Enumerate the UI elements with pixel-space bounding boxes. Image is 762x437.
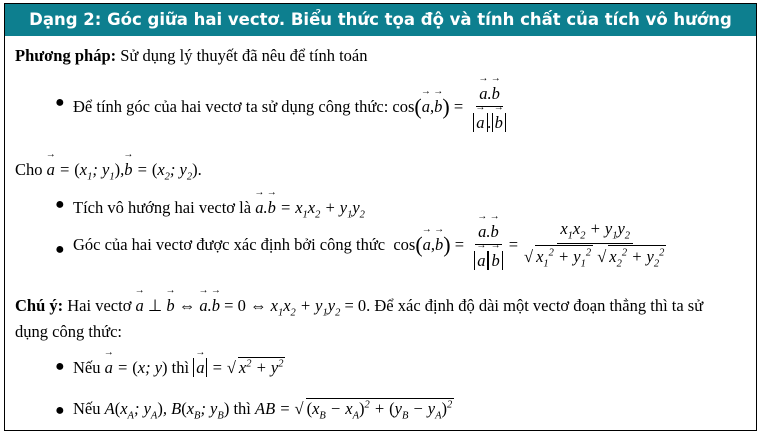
bullet-text: Góc của hai vectơ được xác định bởi công thức: [73, 234, 386, 254]
bullet-text: Để tính góc của hai vectơ ta sử dụng công thức:: [73, 96, 389, 116]
formula-dot-product: → $a.\to b = x_1x_2 + y_1y_2$: [255, 198, 365, 217]
note-text: Hai vectơ: [67, 296, 132, 315]
formula-perpendicular: → a ⊥ → b ⇔ → a.→ b = 0 ⇔ $x_1x_2 + y_1y_2 = 0$: [136, 296, 367, 315]
bullet-then: thì: [171, 358, 190, 377]
bullet-angle-formula: [73, 80, 512, 134]
section-title: Dạng 2: Góc giữa hai vectơ. Biểu thức tọa độ và tính chất của tích vô hướng: [29, 10, 732, 29]
section-header: [5, 4, 756, 36]
note-label: Chú ý:: [15, 296, 64, 315]
given-vectors: → $a = (x_1$; $y_1),\to b = (x_2$; $y_2$).: [47, 160, 202, 179]
formula-cos: cos(→ a,→ b) =: [392, 97, 467, 116]
bullet-dot: ●: [55, 241, 65, 258]
method-line: [15, 46, 368, 66]
formula-fraction: → a.→ b → a→ b: [471, 218, 506, 272]
formula-points: $A(x_A$; $y_A$), $B(x_B$; $y_B$): [104, 399, 230, 422]
bullet-text: Tích vô hướng hai vectơ là: [73, 198, 252, 217]
formula-distance: AB = √ $(x_B - x_A)^2 + (y_B - y_A)^2$: [254, 399, 453, 422]
formula-fraction-coords: $\frac{x_1x_2 + y_1y_2}{√ x_1^2 + y_1^2 √ x_2^2 + y_2^2}$: [521, 219, 669, 272]
formula-length: → a = √ $x^2 + y^2$: [193, 358, 285, 377]
note-text: dụng công thức:: [15, 322, 123, 341]
note-line: [15, 292, 703, 318]
note-text: . Để xác định độ dài một vectơ đoạn thẳng thì ta sử: [366, 296, 704, 315]
note-line-2: [15, 322, 122, 342]
bullet-dot: ●: [55, 94, 65, 111]
method-label: Phương pháp:: [15, 46, 117, 65]
content-box: [4, 3, 757, 431]
bullet-then: thì: [233, 399, 251, 418]
bullet-dot-product: [73, 194, 365, 220]
bullet-segment-length: [73, 398, 454, 421]
formula-vector: → a = (x; y): [105, 358, 168, 377]
formula-cos: cos(→ a,→ b) =: [389, 235, 468, 254]
bullet-dot: ●: [55, 402, 65, 419]
bullet-vector-length: [73, 354, 285, 378]
bullet-dot: ●: [55, 196, 65, 213]
given-line: [15, 156, 202, 182]
given-label: Cho: [15, 160, 43, 179]
bullet-dot: ●: [55, 358, 65, 375]
bullet-if: Nếu: [73, 399, 101, 418]
formula-fraction: → a.→ b → a .→ b: [470, 80, 509, 134]
method-text: Sử dụng lý thuyết đã nêu để tính toán: [120, 46, 368, 65]
bullet-if: Nếu: [73, 358, 101, 377]
bullet-angle-coords: Góc của hai vectơ được xác định bởi công thức cos(→ a,→ b) = → a.→ b → a→ b = $\frac{x_1x_2 + y_1y_2}{√ x_1^2 + y_1^2 √ x_2^2 + y_2^2}$: [73, 218, 672, 272]
